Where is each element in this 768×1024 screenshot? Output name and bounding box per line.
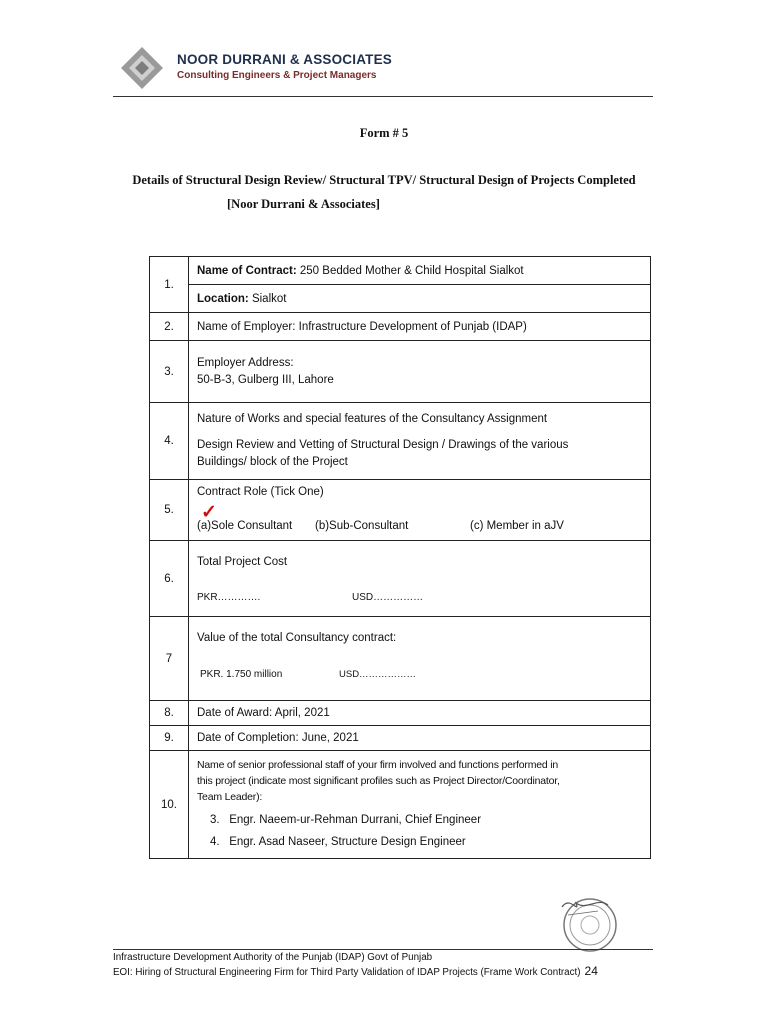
date-of-award: Date of Award: April, 2021	[189, 701, 651, 726]
jv-member-option: (c) Member in aJV	[470, 520, 564, 532]
list-item	[197, 831, 642, 853]
form-heading-firm: [Noor Durrani & Associates]	[227, 197, 380, 211]
nature-of-works-cell	[189, 403, 651, 480]
table-row	[150, 480, 651, 541]
page-footer	[113, 949, 653, 979]
consultancy-value-pkr: PKR. 1.750 million	[200, 669, 283, 680]
total-project-cost-label: Total Project Cost	[197, 556, 288, 568]
table-row	[150, 701, 651, 726]
letterhead	[113, 40, 653, 97]
total-project-cost-cell	[189, 541, 651, 617]
contract-name-label: Name of Contract:	[197, 264, 297, 277]
footer-eoi-text: EOI: Hiring of Structural Engineering Firm for Third Party Validation of IDAP Projects (Frame Work Contract)	[113, 966, 581, 978]
consultancy-value-label: Value of the total Consultancy contract:	[197, 632, 397, 644]
location-label: Location:	[197, 292, 249, 305]
table-row	[150, 403, 651, 480]
table-row	[150, 341, 651, 403]
project-details-table	[149, 256, 651, 859]
table-row	[150, 285, 651, 313]
list-item-index: 4.	[210, 835, 220, 848]
nature-of-works-line: Design Review and Vetting of Structural Design / Drawings of the various	[197, 439, 569, 451]
location-cell	[189, 285, 651, 313]
employer-address-label: Employer Address:	[197, 356, 294, 369]
list-item-text: Engr. Naeem-ur-Rehman Durrani, Chief Engineer	[229, 813, 482, 826]
row-number: 3.	[150, 341, 189, 403]
table-row	[150, 726, 651, 751]
row-number: 1.	[150, 257, 189, 313]
row-number: 6.	[150, 541, 189, 617]
row-number: 2.	[150, 313, 189, 341]
official-stamp-icon	[558, 893, 618, 953]
employer-name: Name of Employer: Infrastructure Development of Punjab (IDAP)	[189, 313, 651, 341]
employer-address-cell	[189, 341, 651, 403]
row-number: 8.	[150, 701, 189, 726]
sole-consultant-option: (a)Sole Consultant	[197, 520, 293, 532]
contract-name-value: 250 Bedded Mother & Child Hospital Sialkot	[299, 264, 524, 277]
list-item	[197, 809, 642, 831]
row-number: 7	[150, 617, 189, 701]
row-number: 9.	[150, 726, 189, 751]
footer-authority: Infrastructure Development Authority of the Punjab (IDAP) Govt of Punjab	[113, 952, 433, 963]
table-row	[150, 617, 651, 701]
senior-staff-intro: Name of senior professional staff of your firm involved and functions performed in	[197, 758, 559, 771]
senior-staff-intro: Team Leader):	[197, 790, 263, 803]
row-number: 4.	[150, 403, 189, 480]
row-number: 5.	[150, 480, 189, 541]
list-item-index: 3.	[210, 813, 220, 826]
row-number: 10.	[150, 751, 189, 859]
form-heading: Details of Structural Design Review/ Structural TPV/ Structural Design of Projects Completed	[132, 173, 636, 187]
company-name: NOOR DURRANI & ASSOCIATES	[177, 52, 393, 67]
consultancy-value-usd: USD………………	[339, 669, 417, 680]
employer-address-value: 50-B-3, Gulberg III, Lahore	[197, 373, 334, 386]
contract-role-cell	[189, 480, 651, 541]
senior-staff-cell	[189, 751, 651, 859]
contract-name-cell	[189, 257, 651, 285]
form-number: Form # 5	[359, 126, 409, 140]
page-number: 24	[584, 963, 598, 978]
contract-role-label: Contract Role (Tick One)	[197, 486, 324, 498]
company-logo-icon	[120, 46, 164, 90]
table-row	[150, 751, 651, 859]
sub-consultant-option: (b)Sub-Consultant	[315, 520, 409, 532]
senior-staff-intro: this project (indicate most significant profiles such as Project Director/Coordinator,	[197, 774, 560, 787]
table-row	[150, 313, 651, 341]
table-row	[150, 257, 651, 285]
nature-of-works-line: Buildings/ block of the Project	[197, 456, 348, 468]
checkmark-icon: ✓	[201, 502, 217, 523]
consultancy-value-cell	[189, 617, 651, 701]
location-value: Sialkot	[251, 292, 287, 305]
cost-usd-field: USD……………	[352, 592, 424, 603]
table-row	[150, 541, 651, 617]
footer-eoi-line	[113, 965, 653, 980]
cost-pkr-field: PKR………….	[197, 592, 261, 603]
company-tagline: Consulting Engineers & Project Managers	[177, 70, 377, 81]
nature-of-works-label: Nature of Works and special features of the Consultancy Assignment	[197, 413, 548, 425]
list-item-text: Engr. Asad Naseer, Structure Design Engineer	[229, 835, 466, 848]
date-of-completion: Date of Completion: June, 2021	[189, 726, 651, 751]
